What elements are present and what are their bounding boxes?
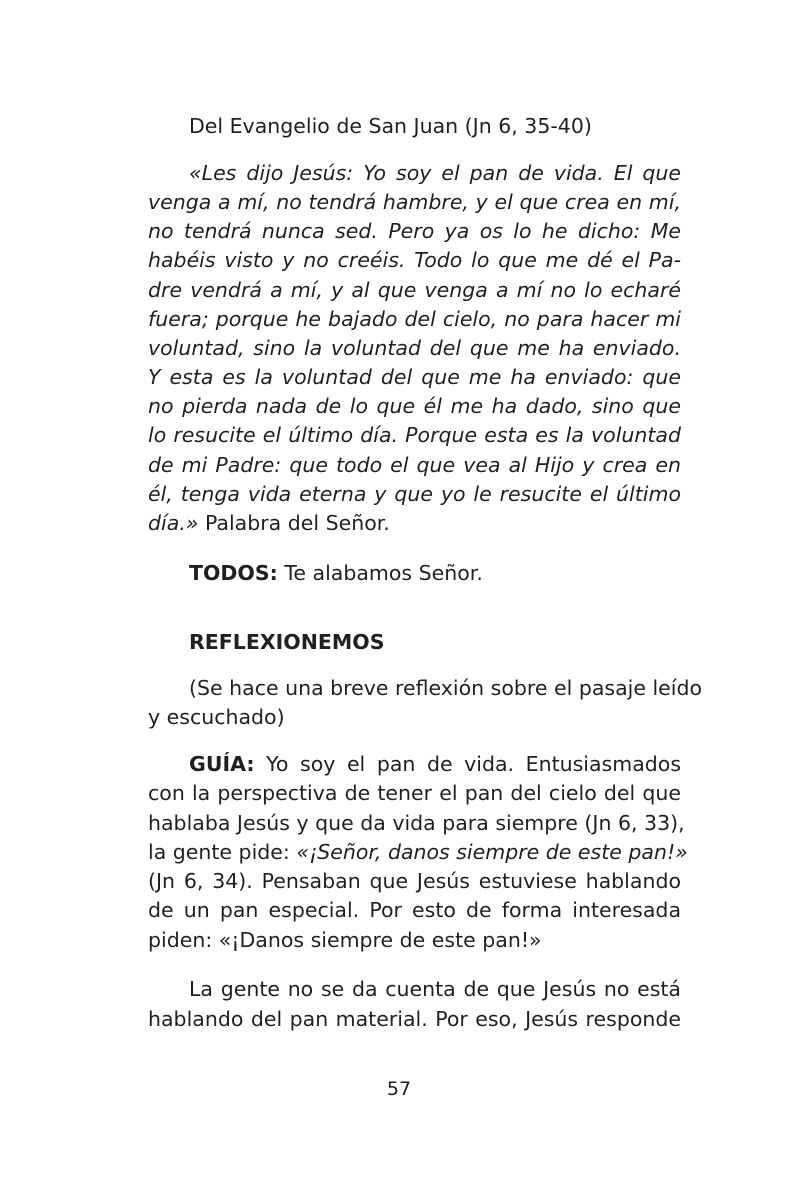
guide-line: de un pan especial. Por esto de forma interesada bbox=[148, 898, 681, 922]
gospel-line: «Les dijo Jesús: Yo soy el pan de vida. El que bbox=[189, 161, 681, 185]
gospel-closing: Palabra del Señor. bbox=[198, 511, 390, 535]
response-line bbox=[189, 559, 681, 588]
gospel-line: no pierda nada de lo que él me ha dado, sino que bbox=[148, 394, 681, 418]
gospel-line: habéis visto y no creéis. Todo lo que me dé el Pa- bbox=[148, 248, 681, 272]
guide-quote: «¡Señor, danos siempre de este pan!» bbox=[296, 840, 688, 864]
gospel-line: Y esta es la voluntad del que me ha enviado: que bbox=[148, 365, 681, 389]
gospel-line: voluntad, sino la voluntad del que me ha enviado. bbox=[148, 336, 681, 360]
guide-label: GUÍA: bbox=[189, 752, 255, 776]
gospel-line: venga a mí, no tendrá hambre, y el que crea en mí, bbox=[148, 190, 681, 214]
gospel-line: lo resucite el último día. Porque esta es la voluntad bbox=[148, 423, 681, 447]
instruction-line: (Se hace una breve reflexión sobre el pasaje leído bbox=[189, 676, 703, 700]
guide-line: con la perspectiva de tener el pan del cielo del que bbox=[148, 781, 681, 805]
final-line: hablando del pan material. Por eso, Jesús responde bbox=[148, 1007, 681, 1031]
gospel-line: no tendrá nunca sed. Pero ya os lo he dicho: Me bbox=[148, 219, 681, 243]
guide-line: (Jn 6, 34). Pensaban que Jesús estuviese hablando bbox=[148, 869, 681, 893]
page-number: 57 bbox=[386, 1078, 412, 1100]
gospel-last-line bbox=[148, 509, 681, 538]
gospel-line: fuera; porque he bajado del cielo, no para hacer mi bbox=[148, 307, 681, 331]
guide-text: la gente pide: bbox=[148, 840, 297, 864]
response-label: TODOS: bbox=[189, 561, 278, 585]
gospel-line: de mi Padre: que todo el que vea al Hijo y crea en bbox=[148, 453, 681, 477]
reading-heading: Del Evangelio de San Juan (Jn 6, 35-40) bbox=[189, 114, 592, 138]
gospel-line: él, tenga vida eterna y que yo le resucite el último bbox=[148, 482, 681, 506]
guide-text: Yo soy el pan de vida. Entusiasmados bbox=[254, 752, 681, 776]
final-line: La gente no se da cuenta de que Jesús no está bbox=[189, 977, 681, 1001]
gospel-line: dre vendrá a mí, y al que venga a mí no lo echaré bbox=[148, 278, 681, 302]
guide-line bbox=[148, 838, 688, 867]
gospel-end-quote: día.» bbox=[148, 511, 199, 535]
guide-line: hablaba Jesús y que da vida para siempre (Jn 6, 33), bbox=[148, 811, 685, 835]
instruction-line: y escuchado) bbox=[148, 705, 285, 729]
guide-line bbox=[189, 750, 681, 779]
guide-line: piden: «¡Danos siempre de este pan!» bbox=[148, 928, 542, 952]
response-text: Te alabamos Señor. bbox=[277, 561, 483, 585]
section-title: REFLEXIONEMOS bbox=[189, 630, 385, 654]
